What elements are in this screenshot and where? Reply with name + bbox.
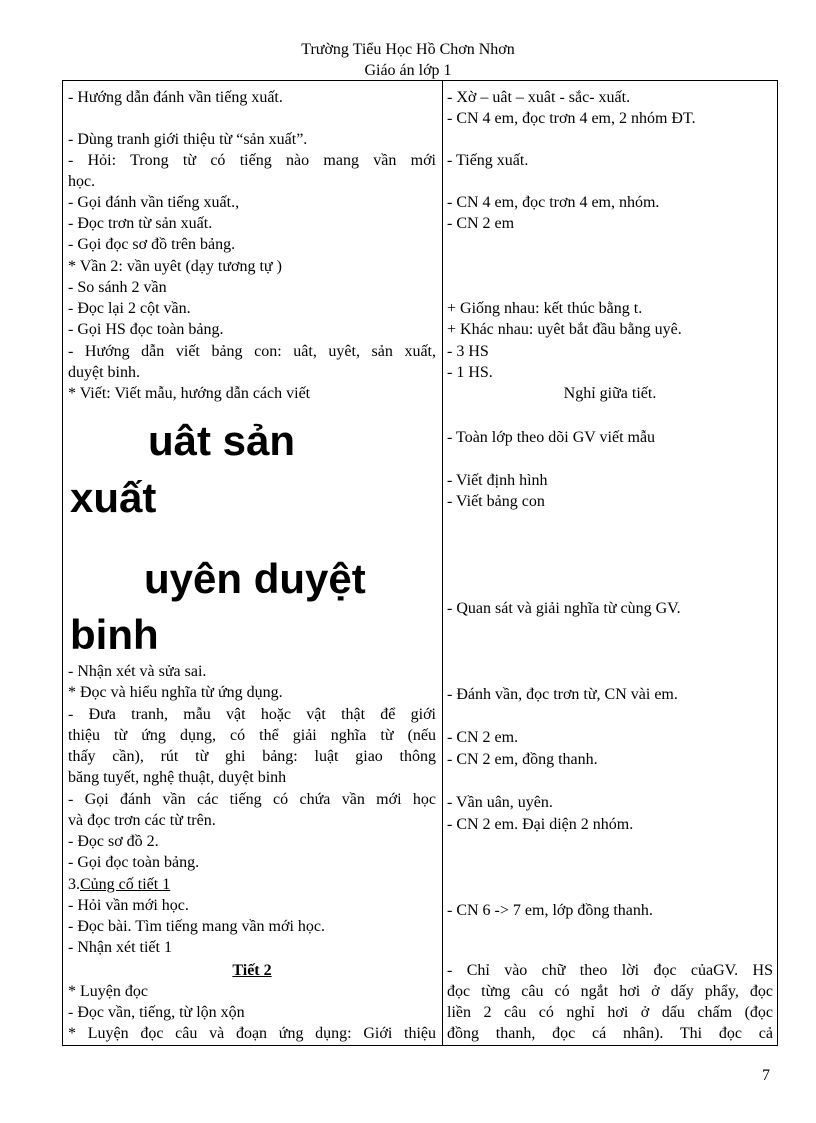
- student-line: - Xờ – uât – xuât - sắc- xuất.: [447, 89, 631, 106]
- student-line: - CN 2 em. Đại diện 2 nhóm.: [447, 816, 634, 833]
- lesson-table: [62, 80, 778, 1046]
- teacher-line: - Dùng tranh giới thiệu từ “sản xuất”.: [68, 131, 308, 148]
- student-line: đồng thanh, đọc cá nhân). Thi đọc cả: [447, 1025, 773, 1042]
- teacher-line: - Đọc sơ đồ 2.: [68, 833, 159, 850]
- teacher-line: - Gọi đánh vần tiếng xuất.,: [68, 194, 240, 211]
- teacher-line: băng tuyết, nghệ thuật, duyệt binh: [68, 769, 287, 786]
- sample-writing-xuat: xuất: [70, 474, 157, 521]
- teacher-line: - Hỏi vần mới học.: [68, 897, 189, 914]
- teacher-line: - Gọi đọc sơ đồ trên bảng.: [68, 236, 236, 253]
- sample-writing-uyen-duyet: uyên duyệt: [144, 555, 366, 602]
- period-heading: Tiết 2: [232, 962, 272, 979]
- student-line: + Khác nhau: uyêt bắt đầu bằng uyê.: [447, 321, 682, 338]
- section-number: 3.: [68, 876, 80, 893]
- teacher-line: - Gọi đánh vần các tiếng có chứa vần mới học: [68, 791, 436, 808]
- teacher-line: * Luyện đọc: [68, 983, 148, 1000]
- school-name: Trường Tiểu Học Hồ Chơn Nhơn: [301, 41, 515, 58]
- teacher-line: thiệu từ ứng dụng, có thể giải nghĩa từ (nếu: [68, 727, 436, 744]
- teacher-line: - Hướng dẫn viết bảng con: uât, uyêt, sản xuất,: [68, 343, 436, 360]
- student-line: - 1 HS.: [447, 364, 493, 381]
- teacher-line: - Nhận xét tiết 1: [68, 939, 172, 956]
- student-line: - CN 4 em, đọc trơn 4 em, nhóm.: [447, 194, 660, 211]
- student-line: - Vần uân, uyên.: [447, 794, 553, 811]
- section-title: Củng cố tiết 1: [80, 876, 171, 893]
- break-note: Nghỉ giữa tiết.: [563, 385, 657, 402]
- column-divider: [442, 81, 443, 1045]
- student-line: - CN 2 em, đồng thanh.: [447, 751, 598, 768]
- student-line: - CN 2 em: [447, 215, 515, 232]
- teacher-line: - Đọc bài. Tìm tiếng mang vần mới học.: [68, 918, 325, 935]
- student-line: - 3 HS: [447, 343, 489, 360]
- student-line: - CN 6 -> 7 em, lớp đồng thanh.: [447, 902, 653, 919]
- student-line: - Toàn lớp theo dõi GV viết mẫu: [447, 429, 656, 446]
- student-line: - CN 4 em, đọc trơn 4 em, 2 nhóm ĐT.: [447, 110, 696, 127]
- teacher-line: - Đọc trơn từ sản xuất.: [68, 215, 213, 232]
- student-line: đọc từng câu có ngắt hơi ở dấy phẩy, đọc: [447, 983, 773, 1000]
- teacher-line: * Viết: Viết mẫu, hướng dẫn cách viết: [68, 385, 311, 402]
- teacher-line: - Hỏi: Trong từ có tiếng nào mang vần mới: [68, 152, 436, 169]
- lesson-subtitle: Giáo án lớp 1: [364, 62, 452, 79]
- teacher-line: và đọc trơn các từ trên.: [68, 812, 216, 829]
- student-line: - Viết định hình: [447, 472, 548, 489]
- teacher-line: - Đọc lại 2 cột vần.: [68, 300, 191, 317]
- teacher-line: * Đọc và hiểu nghĩa từ ứng dụng.: [68, 684, 283, 701]
- student-line: liền 2 câu có nghỉ hơi ở dấu chấm (đọc: [447, 1004, 773, 1021]
- student-line: - Tiếng xuất.: [447, 152, 529, 169]
- student-line: - Viết bảng con: [447, 493, 545, 510]
- teacher-line: * Vần 2: vần uyêt (dạy tương tự ): [68, 258, 282, 275]
- student-line: - Chỉ vào chữ theo lời đọc củaGV. HS: [447, 962, 773, 979]
- teacher-line: học.: [68, 173, 96, 190]
- student-line: - CN 2 em.: [447, 729, 519, 746]
- teacher-line: - Gọi đọc toàn bảng.: [68, 854, 200, 871]
- teacher-line: duyệt binh.: [68, 364, 140, 381]
- sample-writing-uat-san: uât sản: [148, 417, 296, 464]
- teacher-line: * Luyện đọc câu và đoạn ứng dụng: Giới thiệu: [68, 1025, 436, 1042]
- teacher-line: - Hướng dẫn đánh vần tiếng xuất.: [68, 89, 283, 106]
- teacher-line: - Gọi HS đọc toàn bảng.: [68, 321, 224, 338]
- teacher-line: thấy cần), rút từ ghi bảng: luật giao thông: [68, 748, 436, 765]
- teacher-line: - Nhận xét và sửa sai.: [68, 663, 207, 680]
- page-number: 7: [762, 1067, 770, 1084]
- section-heading-cung-co: [68, 874, 436, 895]
- teacher-line: - Đưa tranh, mẫu vật hoặc vật thật để giới: [68, 706, 436, 723]
- student-line: - Quan sát và giải nghĩa từ cùng GV.: [447, 600, 681, 617]
- student-line: - Đánh vần, đọc trơn từ, CN vài em.: [447, 686, 678, 703]
- student-line: + Giống nhau: kết thúc bằng t.: [447, 300, 643, 317]
- teacher-line: - Đọc vần, tiếng, từ lộn xộn: [68, 1004, 245, 1021]
- teacher-line: - So sánh 2 vần: [68, 279, 167, 296]
- sample-writing-binh: binh: [70, 611, 159, 658]
